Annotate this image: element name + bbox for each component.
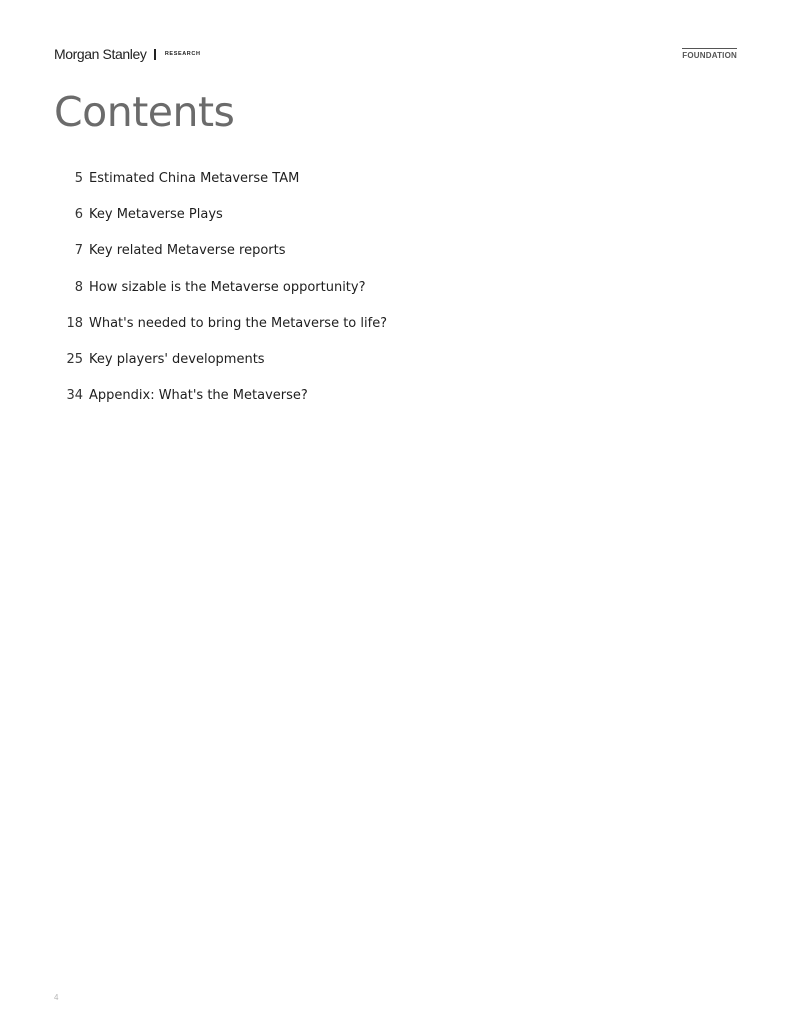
brand-logo [54,46,201,62]
toc-page-number: 6 [74,207,83,223]
toc-label: Key Metaverse Plays [89,207,223,223]
page-header [54,46,737,66]
toc-item[interactable] [54,388,387,424]
toc-page-number: 7 [74,243,83,259]
toc-label: What's needed to bring the Metaverse to life? [89,315,388,331]
toc-item[interactable] [54,316,387,352]
toc-label: How sizable is the Metaverse opportunity? [89,279,366,295]
table-of-contents [54,171,387,424]
toc-page-number: 8 [74,279,83,295]
toc-item[interactable] [54,280,387,316]
series-tag: FOUNDATION [682,48,737,60]
toc-item[interactable] [54,171,387,207]
page-title: Contents [54,88,235,136]
toc-label: Appendix: What's the Metaverse? [89,388,308,404]
page-number: 4 [54,993,59,1002]
toc-label: Key players' developments [89,351,265,367]
toc-page-number: 34 [66,388,83,404]
toc-item[interactable] [54,243,387,279]
toc-item[interactable] [54,352,387,388]
toc-label: Key related Metaverse reports [89,243,286,259]
brand-divider [154,49,155,60]
toc-page-number: 5 [74,171,83,186]
brand-section-label: RESEARCH [164,51,201,57]
brand-name: Morgan Stanley [54,46,147,62]
toc-label: Estimated China Metaverse TAM [89,171,300,186]
toc-page-number: 25 [66,351,83,367]
toc-item[interactable] [54,207,387,243]
toc-page-number: 18 [66,315,83,331]
